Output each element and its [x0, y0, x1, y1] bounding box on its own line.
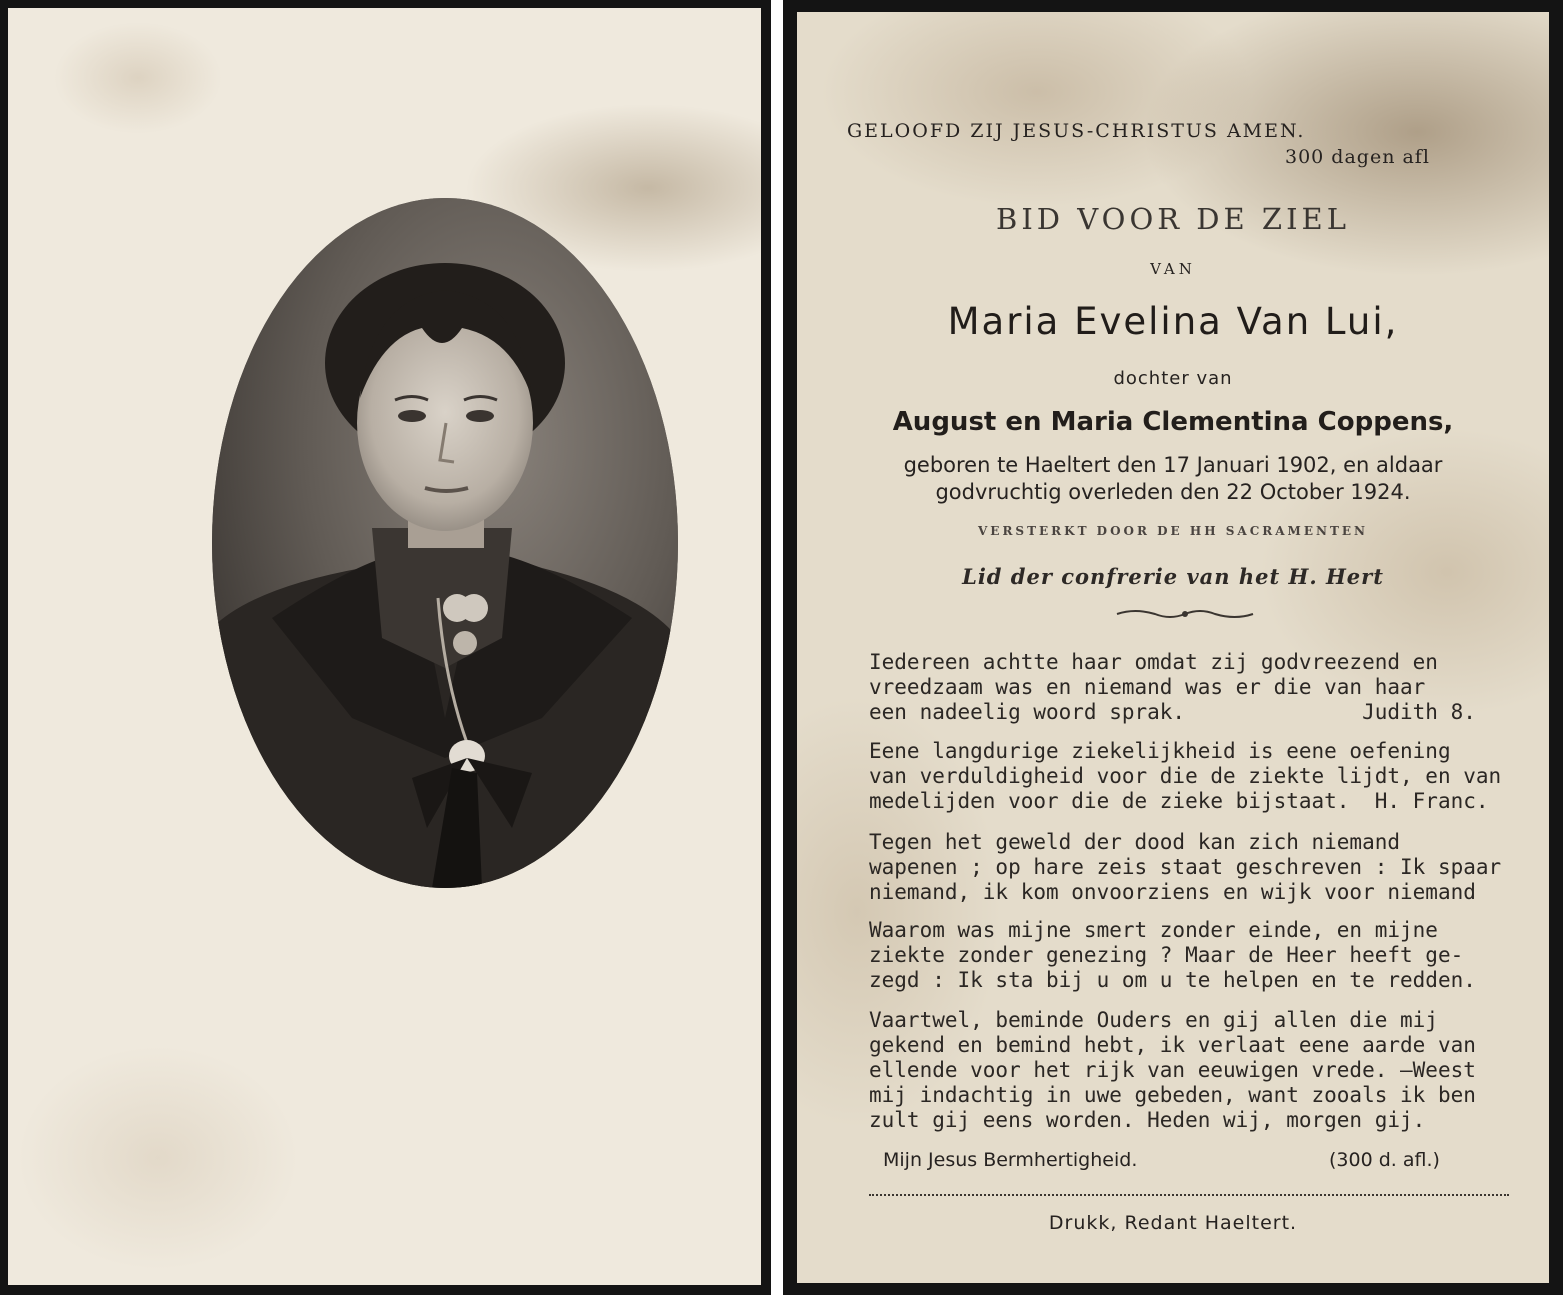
memorial-card-back: [783, 0, 1563, 1295]
header-prayer: GELOOFD ZIJ JESUS-CHRISTUS AMEN.: [847, 120, 1306, 142]
death-line: godvruchtig overleden den 22 October 1924.: [935, 480, 1411, 504]
prayer-paragraph-1: Iedereen achtte haar omdat zij godvreezend en vreedzaam was en niemand was er die van haar een nadeelig woord sprak. Judith 8.: [869, 650, 1476, 724]
card-back-paper: [797, 12, 1549, 1283]
sacraments-line: VERSTERKT DOOR DE HH SACRAMENTEN: [978, 524, 1368, 538]
prayer-paragraph-5: Vaartwel, beminde Ouders en gij allen die mij gekend en bemind hebt, ik verlaat eene aarde van ellende voor het rijk van eeuwigen vrede. —Weest mij indachtig in uwe gebeden, want zooals ik ben zult gij eens worden. Heden wij, morgen gij.: [869, 1008, 1476, 1132]
indulgence-bottom: (300 d. afl.): [1329, 1149, 1440, 1171]
dochter-van-label: dochter van: [1113, 368, 1233, 389]
prayer-paragraph-4: Waarom was mijne smert zonder einde, en mijne ziekte zonder genezing ? Maar de Heer heeft ge- zegd : Ik sta bij u om u te helpen en te redden.: [869, 918, 1476, 992]
birth-line: geboren te Haeltert den 17 Januari 1902, en aldaar: [903, 453, 1443, 477]
decorative-divider: [1115, 604, 1255, 624]
card-front-paper: [8, 8, 761, 1285]
bid-voor-heading: BID VOOR DE ZIEL: [996, 202, 1350, 236]
van-label: VAN: [1150, 260, 1196, 278]
memorial-card-front: [0, 0, 771, 1295]
portrait-illustration: [212, 198, 678, 888]
dotted-separator: [869, 1194, 1509, 1196]
prayer-paragraph-2: Eene langdurige ziekelijkheid is eene oefening van verduldigheid voor die de ziekte lijdt, en van medelijden voor die de zieke bijstaat. H. Franc.: [869, 739, 1502, 813]
confraternity-line: Lid der confrerie van het H. Hert: [962, 564, 1384, 589]
ejaculation-prayer: Mijn Jesus Bermhertigheid.: [883, 1149, 1138, 1171]
deceased-name: Maria Evelina Van Lui,: [947, 300, 1399, 343]
parents-names: August en Maria Clementina Coppens,: [892, 407, 1454, 437]
prayer-paragraph-3: Tegen het geweld der dood kan zich niemand wapenen ; op hare zeis staat geschreven : Ik spaar niemand, ik kom onvoorziens en wijk voor niemand: [869, 830, 1502, 904]
indulgence-top: 300 dagen afl: [1285, 146, 1430, 168]
portrait-photo: [212, 198, 678, 888]
printer-credit: Drukk, Redant Haeltert.: [1048, 1212, 1298, 1234]
